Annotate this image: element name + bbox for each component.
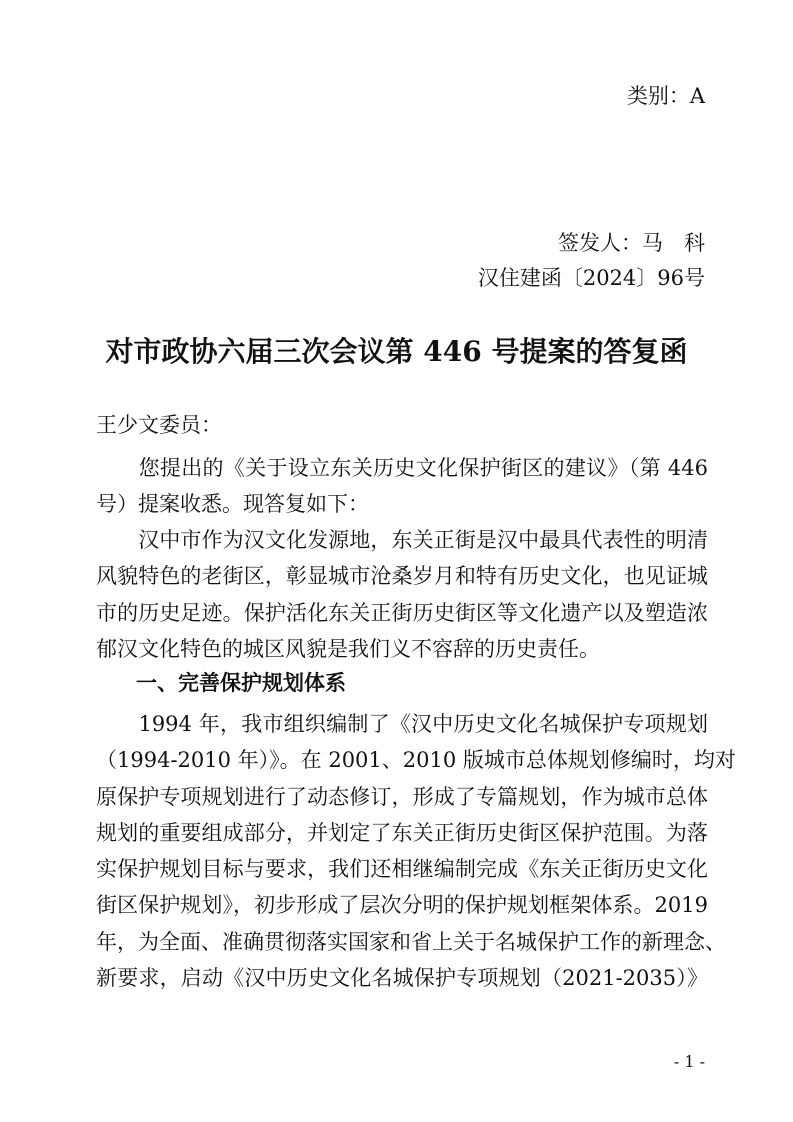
paragraph-line: 新要求，启动《汉中历史文化名城保护专项规划（2021-2035）》 — [96, 966, 708, 991]
paragraph-planning — [96, 706, 736, 996]
paragraph-line: 年，为全面、准确贯彻落实国家和省上关于名城保护工作的新理念、 — [96, 929, 726, 954]
document-title: 对市政协六届三次会议第 446 号提案的答复函 — [105, 335, 688, 368]
salutation: 王少文委员： — [96, 413, 222, 437]
paragraph-line: 您提出的《关于设立东关历史文化保护街区的建议》（第 446 — [96, 456, 708, 480]
document-number: 汉住建函〔2024〕96号 — [477, 266, 705, 290]
paragraph-line: 1994 年，我市组织编制了《汉中历史文化名城保护专项规划 — [96, 712, 708, 736]
paragraph-line: （1994-2010 年）》。在 2001、2010 版城市总体规划修编时，均对 — [96, 748, 736, 773]
paragraph-line: 郁汉文化特色的城区风貌是我们义不容辞的历史责任。 — [96, 636, 600, 661]
paragraph-line: 汉中市作为汉文化发源地，东关正街是汉中最具代表性的明清 — [96, 528, 708, 552]
paragraph-line: 规划的重要组成部分，并划定了东关正街历史街区保护范围。为落 — [96, 820, 708, 845]
paragraph-line: 市的历史足迹。保护活化东关正街历史街区等文化遗产以及塑造浓 — [96, 600, 708, 625]
paragraph-line: 街区保护规划》，初步形成了层次分明的保护规划框架体系。2019 — [96, 893, 708, 918]
document-category: 类别：A — [626, 84, 705, 108]
paragraph-intro — [96, 450, 708, 523]
paragraph-line: 号）提案收悉。现答复如下： — [96, 492, 369, 517]
issuer-line: 签发人：马 科 — [558, 231, 705, 255]
section-heading: 一、完善保护规划体系 — [136, 671, 346, 695]
page-number: - 1 - — [673, 1052, 705, 1071]
paragraph-line: 原保护专项规划进行了动态修订，形成了专篇规划，作为城市总体 — [96, 784, 708, 809]
paragraph-line: 风貌特色的老街区，彰显城市沧桑岁月和特有历史文化，也见证城 — [96, 564, 708, 589]
paragraph-line: 实保护规划目标与要求，我们还相继编制完成《东关正街历史文化 — [96, 857, 708, 882]
paragraph-background — [96, 522, 708, 667]
